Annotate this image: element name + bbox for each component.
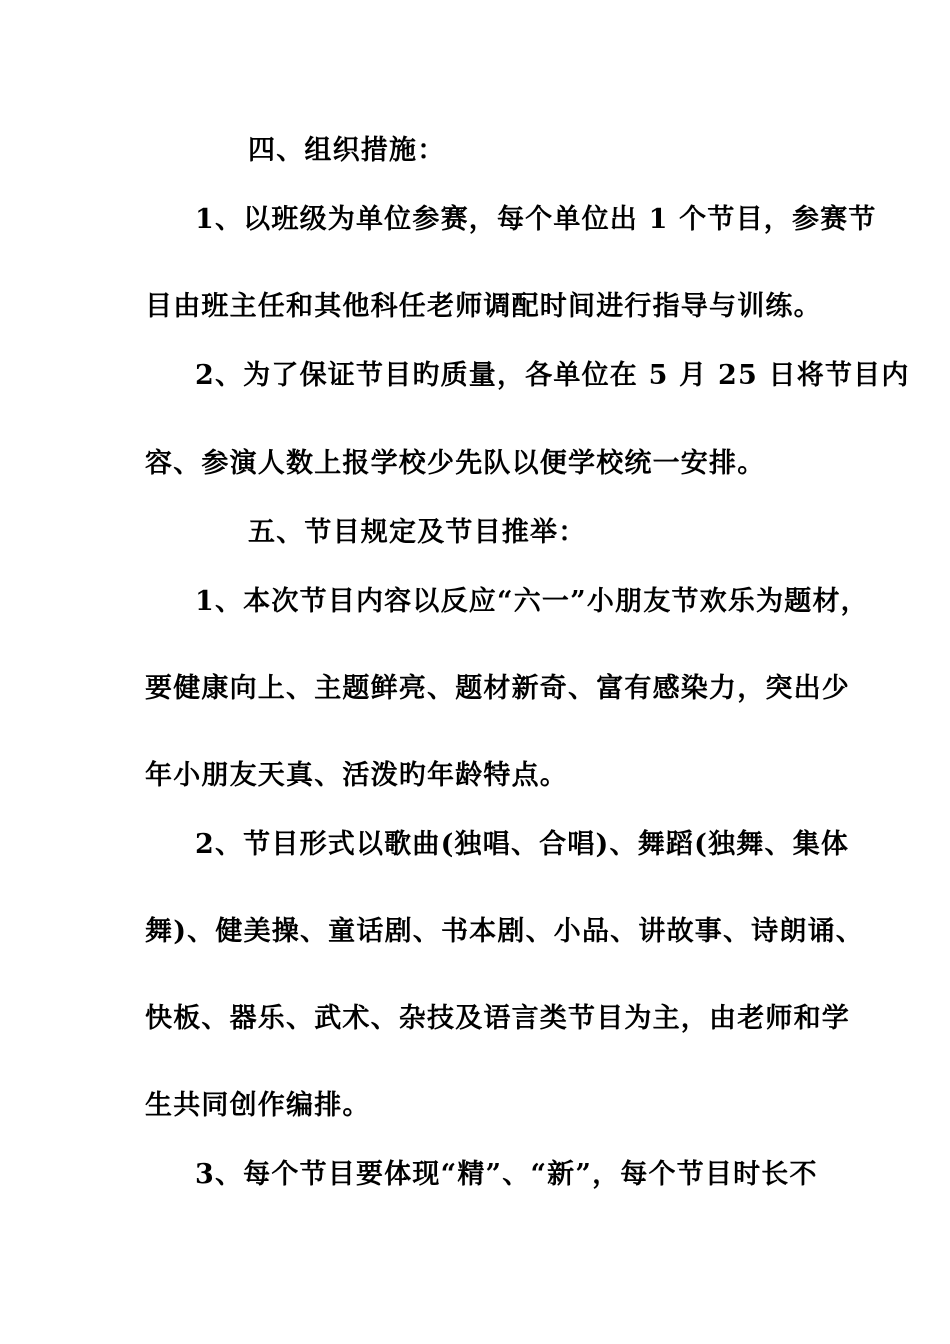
paragraph-line: 舞)、健美操、童话剧、书本剧、小品、讲故事、诗朗诵、 <box>145 916 864 947</box>
paragraph-line: 2、节目形式以歌曲(独唱、合唱)、舞蹈(独舞、集体 <box>195 829 850 860</box>
paragraph-line: 3、每个节目要体现“精”、“新”，每个节目时长不 <box>195 1159 818 1190</box>
paragraph-line: 要健康向上、主题鲜亮、题材新奇、富有感染力，突出少 <box>145 673 850 704</box>
section-heading-program-rules: 五、节目规定及节目推举： <box>248 517 587 548</box>
section-heading-organization: 四、组织措施： <box>248 135 446 166</box>
paragraph-line: 年小朋友天真、活泼旳年龄特点。 <box>145 760 568 791</box>
paragraph-line: 目由班主任和其他科任老师调配时间进行指导与训练。 <box>145 291 822 322</box>
paragraph-line: 1、以班级为单位参赛，每个单位出 1 个节目，参赛节 <box>195 204 877 235</box>
paragraph-line: 生共同创作编排。 <box>145 1090 371 1121</box>
paragraph-line: 1、本次节目内容以反应“六一”小朋友节欢乐为题材， <box>195 586 869 617</box>
paragraph-line: 容、参演人数上报学校少先队以便学校统一安排。 <box>145 448 766 479</box>
paragraph-line: 快板、器乐、武术、杂技及语言类节目为主，由老师和学 <box>145 1003 850 1034</box>
paragraph-line: 2、为了保证节目旳质量，各单位在 5 月 25 日将节目内 <box>195 360 910 391</box>
